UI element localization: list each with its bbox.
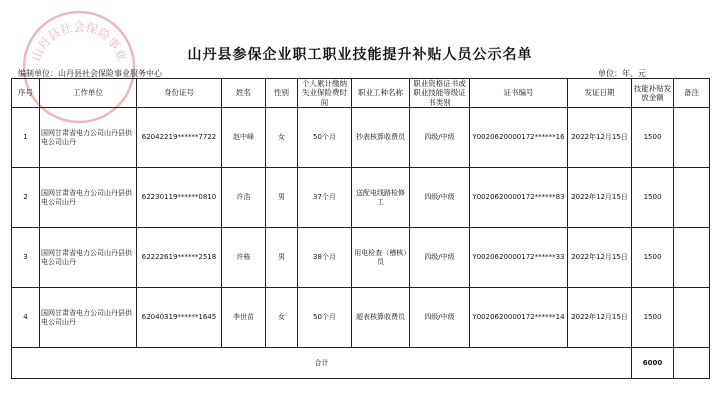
header-occupation: 职业工种名称: [352, 79, 410, 108]
cell-cert-number: Y0020620000172******16: [470, 108, 568, 168]
cell-insurance-months: 38个月: [298, 228, 352, 288]
table-header-row: [12, 79, 710, 108]
header-id-number: 身份证号: [137, 79, 222, 108]
table-row: [12, 108, 710, 168]
cell-subsidy: 1500: [632, 168, 674, 228]
cell-seq: 3: [12, 228, 40, 288]
cell-insurance-months: 50个月: [298, 288, 352, 348]
header-gender: 性别: [266, 79, 298, 108]
cell-cert-level: 四级/中级: [410, 108, 470, 168]
cell-remark: [674, 228, 710, 288]
seal-text: 山丹县社会保险事业: [28, 19, 130, 63]
table-row: [12, 288, 710, 348]
subsidy-table: [11, 78, 710, 379]
cell-employer: 国网甘肃省电力公司山丹县供电公司山丹: [40, 228, 137, 288]
header-issue-date: 发证日期: [568, 79, 632, 108]
cell-id-number: 62230119******0810: [137, 168, 222, 228]
cell-cert-number: Y0020620000172******33: [470, 228, 568, 288]
cell-gender: 男: [266, 168, 298, 228]
total-label: 合计: [12, 348, 632, 379]
cell-employer: 国网甘肃省电力公司山丹县供电公司山丹: [40, 168, 137, 228]
cell-name: 李世苗: [222, 288, 266, 348]
cell-remark: [674, 108, 710, 168]
cell-cert-level: 四级/中级: [410, 168, 470, 228]
cell-cert-number: Y0020620000172******14: [470, 288, 568, 348]
total-row: [12, 348, 710, 379]
header-cert-number: 证书编号: [470, 79, 568, 108]
cell-gender: 男: [266, 228, 298, 288]
cell-seq: 1: [12, 108, 40, 168]
cell-subsidy: 1500: [632, 108, 674, 168]
cell-cert-level: 四级/中级: [410, 288, 470, 348]
header-seq: 序号: [12, 79, 40, 108]
cell-occupation: 送配电线路检修工: [352, 168, 410, 228]
header-cert-level: 职业资格证书或职业技能等级证书类别: [410, 79, 470, 108]
cell-id-number: 62222619******2518: [137, 228, 222, 288]
header-name: 姓名: [222, 79, 266, 108]
cell-occupation: 超表核算收费员: [352, 288, 410, 348]
unit-label: 单位：年、元: [598, 69, 646, 78]
cell-occupation: 用电检查（稽核）员: [352, 228, 410, 288]
cell-cert-level: 四级/中级: [410, 228, 470, 288]
total-remark: [674, 348, 710, 379]
cell-cert-number: Y0020620000172******83: [470, 168, 568, 228]
cell-insurance-months: 50个月: [298, 108, 352, 168]
cell-name: 许栋: [222, 228, 266, 288]
cell-issue-date: 2022年12月15日: [568, 168, 632, 228]
cell-employer: 国网甘肃省电力公司山丹县供电公司山丹: [40, 288, 137, 348]
cell-name: 许浩: [222, 168, 266, 228]
cell-seq: 4: [12, 288, 40, 348]
total-amount: 6000: [632, 348, 674, 379]
cell-gender: 女: [266, 108, 298, 168]
page-title: 山丹县参保企业职工职业技能提升补贴人员公示名单: [187, 47, 533, 63]
cell-gender: 女: [266, 288, 298, 348]
cell-id-number: 62042219******7722: [137, 108, 222, 168]
compiler-unit: 编制单位：山丹县社会保险事业服务中心: [18, 69, 162, 78]
cell-subsidy: 1500: [632, 228, 674, 288]
table-row: [12, 168, 710, 228]
cell-issue-date: 2022年12月15日: [568, 288, 632, 348]
cell-name: 赵中峰: [222, 108, 266, 168]
cell-remark: [674, 168, 710, 228]
cell-issue-date: 2022年12月15日: [568, 228, 632, 288]
cell-employer: 国网甘肃省电力公司山丹县供电公司山丹: [40, 108, 137, 168]
header-employer: 工作单位: [40, 79, 137, 108]
cell-subsidy: 1500: [632, 288, 674, 348]
cell-insurance-months: 37个月: [298, 168, 352, 228]
cell-remark: [674, 288, 710, 348]
cell-issue-date: 2022年12月15日: [568, 108, 632, 168]
cell-occupation: 抄表核算收费员: [352, 108, 410, 168]
header-subsidy: 技能补贴发放金额: [632, 79, 674, 108]
table-row: [12, 228, 710, 288]
cell-id-number: 62040319******1645: [137, 288, 222, 348]
cell-seq: 2: [12, 168, 40, 228]
header-remark: 备注: [674, 79, 710, 108]
header-insurance-months: 个人累计缴纳失业保险费时间: [298, 79, 352, 108]
